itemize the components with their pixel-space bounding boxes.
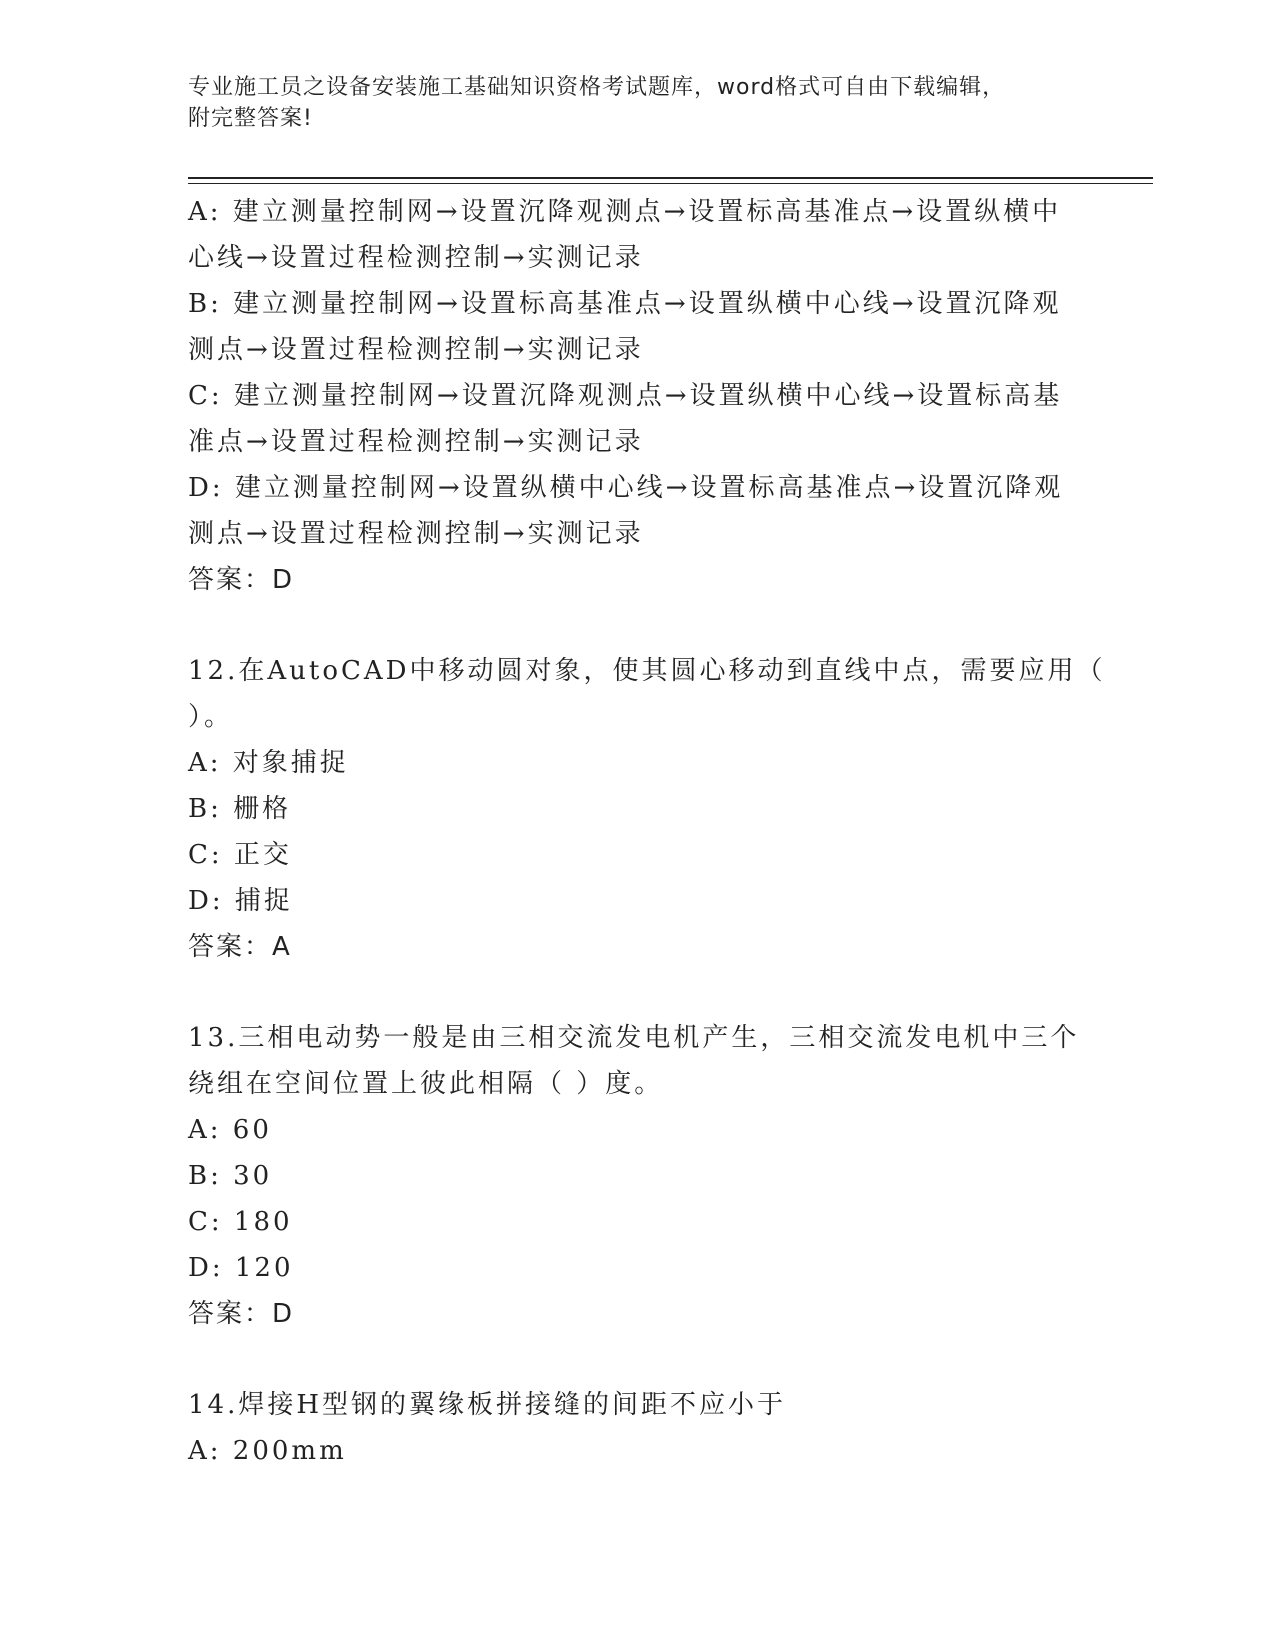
answer-text: 答案：D xyxy=(188,565,295,595)
header-title-line-1: 专业施工员之设备安装施工基础知识资格考试题库，word格式可自由下载编辑， xyxy=(188,75,1006,100)
question-11-options xyxy=(188,189,1088,603)
option-a-line-1: A: 建立测量控制网→设置沉降观测点→设置标高基准点→设置纵横中 xyxy=(188,197,1062,227)
question-stem-line-2: ）。 xyxy=(188,702,234,732)
question-spacer xyxy=(188,1337,1088,1382)
question-14 xyxy=(188,1382,1088,1474)
option-b-line-2: 测点→设置过程检测控制→实测记录 xyxy=(188,335,644,365)
option-d-line-1: D: 建立测量控制网→设置纵横中心线→设置标高基准点→设置沉降观 xyxy=(188,473,1064,503)
answer-text: 答案：A xyxy=(188,932,292,962)
option-c: C: 180 xyxy=(188,1207,293,1237)
option-c-line-1: C: 建立测量控制网→设置沉降观测点→设置纵横中心线→设置标高基 xyxy=(188,381,1063,411)
option-a: A: 200mm xyxy=(188,1436,347,1466)
question-spacer xyxy=(188,970,1088,1015)
question-stem-line-2: 绕组在空间位置上彼此相隔（ ）度。 xyxy=(188,1069,664,1099)
option-b: B: 栅格 xyxy=(188,794,292,824)
option-a-line-2: 心线→设置过程检测控制→实测记录 xyxy=(188,243,644,273)
header-title-line-2: 附完整答案! xyxy=(188,106,313,131)
answer-text: 答案：D xyxy=(188,1299,295,1329)
header-divider-thin xyxy=(188,183,1153,184)
question-list xyxy=(188,189,1106,1474)
option-c: C: 正交 xyxy=(188,840,292,870)
question-spacer xyxy=(188,603,1088,648)
option-b: B: 30 xyxy=(188,1161,273,1191)
question-stem-line-1: 14.焊接H型钢的翼缘板拼接缝的间距不应小于 xyxy=(188,1390,787,1420)
question-12 xyxy=(188,648,1106,970)
option-b-line-1: B: 建立测量控制网→设置标高基准点→设置纵横中心线→设置沉降观 xyxy=(188,289,1062,319)
option-a: A: 对象捕捉 xyxy=(188,748,349,778)
option-d-line-2: 测点→设置过程检测控制→实测记录 xyxy=(188,519,644,549)
question-13 xyxy=(188,1015,1088,1337)
question-stem-line-1: 12.在AutoCAD中移动圆对象，使其圆心移动到直线中点，需要应用（ xyxy=(188,656,1106,686)
option-c-line-2: 准点→设置过程检测控制→实测记录 xyxy=(188,427,644,457)
option-d: D: 120 xyxy=(188,1253,294,1283)
question-stem-line-1: 13.三相电动势一般是由三相交流发电机产生，三相交流发电机中三个 xyxy=(188,1023,1080,1053)
option-a: A: 60 xyxy=(188,1115,272,1145)
header-divider-thick xyxy=(188,177,1153,179)
option-d: D: 捕捉 xyxy=(188,886,293,916)
document-header xyxy=(188,72,1068,134)
